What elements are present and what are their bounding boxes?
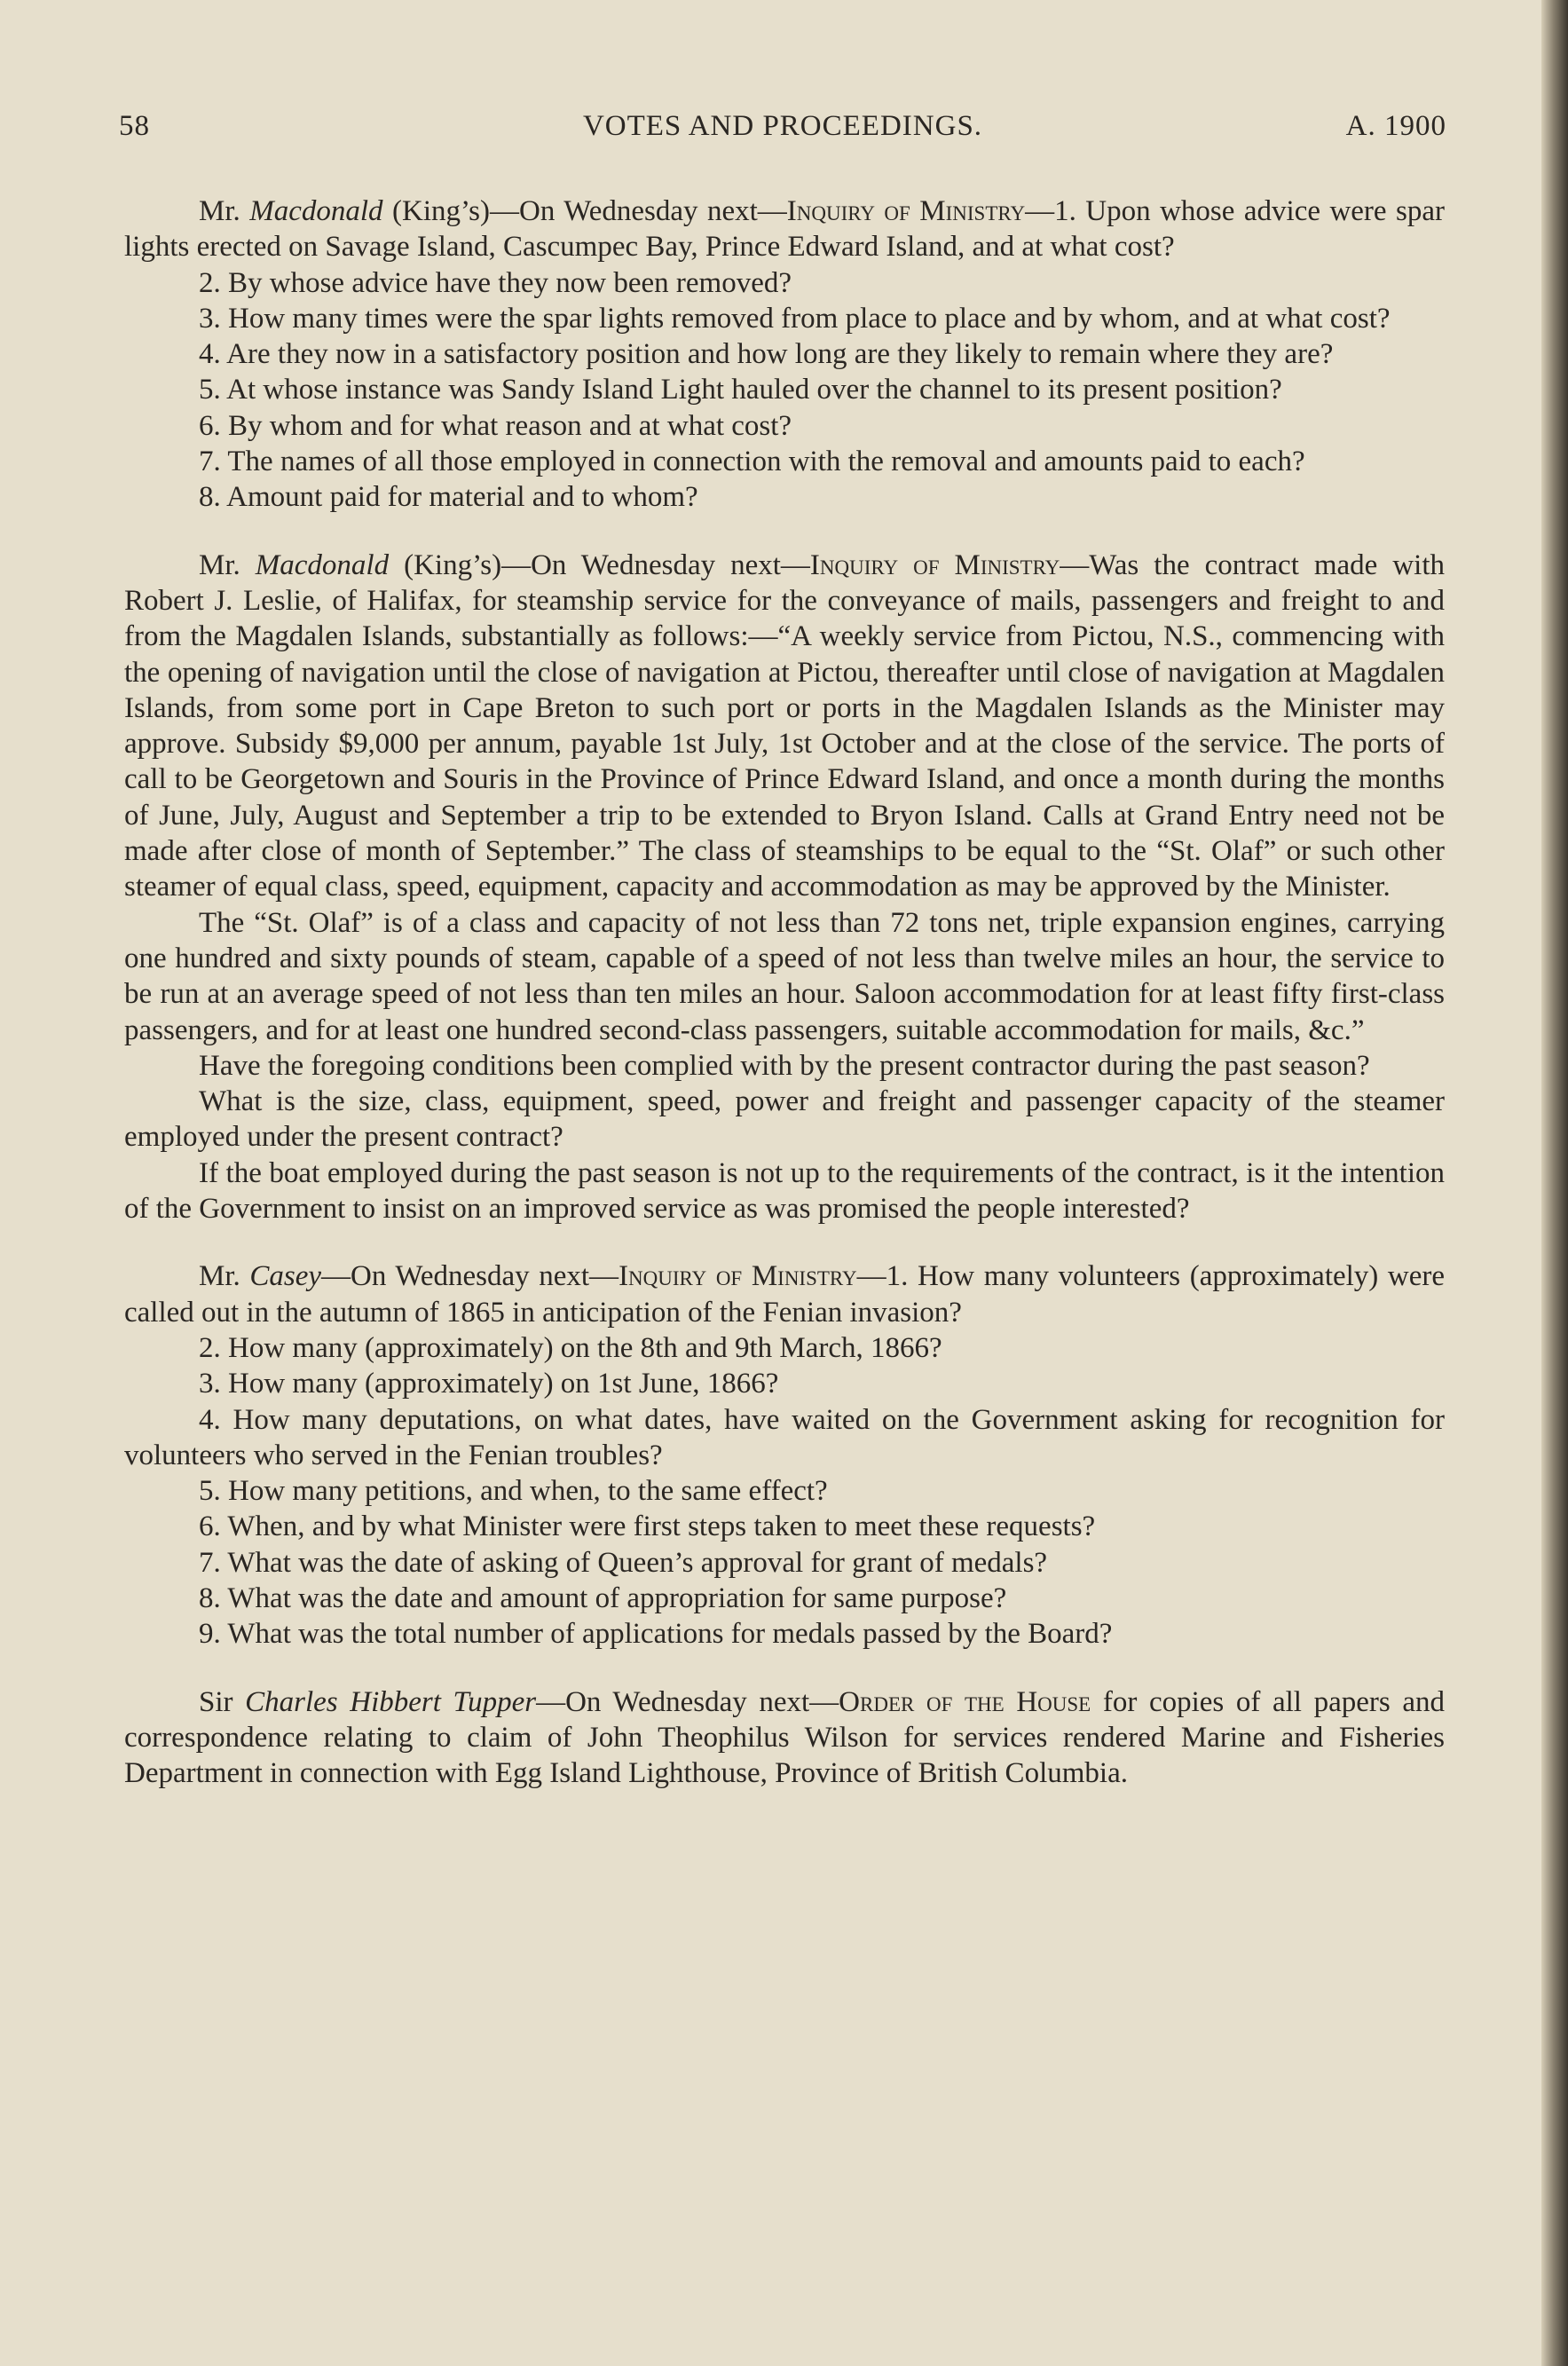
page-edge-shadow <box>1541 0 1568 2366</box>
question-2-paragraph: If the boat employed during the past season is not up to the requirements of the contract, is it the intention of the Government to insist on an improved service as was promised the people interested? <box>124 1156 1445 1226</box>
question-1-item: 2. By whose advice have they now been removed? <box>199 266 792 299</box>
inquiry-type: Inquiry of Ministry <box>786 195 1026 227</box>
question-3-item: 9. What was the total number of applications for medals passed by the Board? <box>199 1618 1113 1651</box>
question-3-item: 3. How many (approximately) on 1st June, 1866? <box>199 1368 779 1400</box>
session-year: A. 1900 <box>1345 110 1446 142</box>
page-number: 58 <box>119 110 150 142</box>
question-2-paragraph: The “St. Olaf” is of a class and capacity of not less than 72 tons net, triple expansion engines, carrying one hundred and sixty pounds of steam, capable of a speed of not less than twelve miles an hour, the service to be run at an average speed of not less than ten miles an hour. Saloon accommodation for at least fifty first-class passengers, and for at least one hundred second-class passengers, suitable accommodation for mails, &c.” <box>124 906 1445 1046</box>
member-name: Charles Hibbert Tupper <box>245 1685 537 1718</box>
question-3-item: 6. When, and by what Minister were first steps taken to meet these requests? <box>199 1510 1096 1543</box>
question-3-item: 7. What was the date of asking of Queen’s approval for grant of medals? <box>199 1546 1048 1579</box>
member-name: Macdonald <box>255 548 390 581</box>
page-header <box>119 110 1446 154</box>
order-of-house: Sir Charles Hibbert Tupper—On Wednesday next—Order of the House for copies of all papers and correspondence relating to claim of John Theophilus Wilson for services rendered Marine and Fisheries Department in connection with Egg Island Lighthouse, Province of British Columbia. <box>124 1685 1445 1790</box>
page-body <box>124 193 1445 1791</box>
question-1-item: 8. Amount paid for material and to whom? <box>199 481 698 514</box>
running-title: VOTES AND PROCEEDINGS. <box>582 110 983 142</box>
section-gap <box>124 1652 1445 1684</box>
question-3-item: 5. How many petitions, and when, to the same effect? <box>199 1475 828 1508</box>
question-1-item: 5. At whose instance was Sandy Island Light hauled over the channel to its present position? <box>199 374 1282 406</box>
question-2-paragraph: What is the size, class, equipment, speed, power and freight and passenger capacity of the steamer employed under the present contract? <box>124 1085 1445 1154</box>
member-name: Casey <box>249 1260 322 1293</box>
question-3-lead: Mr. Casey—On Wednesday next—Inquiry of Ministry—1. How many volunteers (approximately) were called out in the autumn of 1865 in anticipation of the Fenian invasion? <box>124 1260 1446 1329</box>
question-2-lead: Mr. Macdonald (King’s)—On Wednesday next—Inquiry of Ministry—Was the contract made with Robert J. Leslie, of Halifax, for steamship service for the conveyance of mails, passengers and freight to and from the Magdalen Islands, substantially as follows:—“A weekly service from Pictou, N.S., commencing with the opening of navigation until the close of navigation at Pictou, thereafter until close of navigation at Magdalen Islands, from some port in Cape Breton to such port or ports in the Magdalen Islands as the Minister may approve. Subsidy $9,000 per annum, payable 1st July, 1st October and at the close of the service. The ports of call to be Georgetown and Souris in the Province of Prince Edward Island, and once a month during the months of June, July, August and September a trip to be extended to Bryon Island. Calls at Grand Entry need not be made after close of month of September.” The class of steamships to be equal to the “St. Olaf” or such other steamer of equal class, speed, equipment, capacity and accommodation as may be approved by the Minister. <box>124 548 1445 903</box>
question-3-item: 2. How many (approximately) on the 8th and 9th March, 1866? <box>199 1331 942 1364</box>
question-1-lead: Mr. Macdonald (King’s)—On Wednesday next—Inquiry of Ministry—1. Upon whose advice were spar lights erected on Savage Island, Cascumpec Bay, Prince Edward Island, and at what cost? <box>124 195 1446 264</box>
section-gap <box>124 1226 1445 1258</box>
section-gap <box>124 516 1445 548</box>
inquiry-type: Inquiry of Ministry <box>809 548 1060 581</box>
inquiry-type: Inquiry of Ministry <box>619 1260 857 1293</box>
question-3-item: 8. What was the date and amount of appropriation for same purpose? <box>199 1581 1007 1614</box>
question-1-item: 6. By whom and for what reason and at what cost? <box>199 409 792 442</box>
motion-type: Order of the House <box>839 1685 1091 1718</box>
member-name: Macdonald <box>249 195 383 227</box>
question-1-item: 4. Are they now in a satisfactory position and how long are they likely to remain where they are? <box>199 338 1334 371</box>
question-2-paragraph: Have the foregoing conditions been complied with by the present contractor during the past season? <box>199 1049 1370 1082</box>
question-3-item: 4. How many deputations, on what dates, have waited on the Government asking for recognition for volunteers who served in the Fenian troubles? <box>124 1403 1445 1471</box>
question-1-item: 7. The names of all those employed in connection with the removal and amounts paid to each? <box>199 446 1305 478</box>
question-1-item: 3. How many times were the spar lights removed from place to place and by whom, and at what cost? <box>199 302 1391 335</box>
